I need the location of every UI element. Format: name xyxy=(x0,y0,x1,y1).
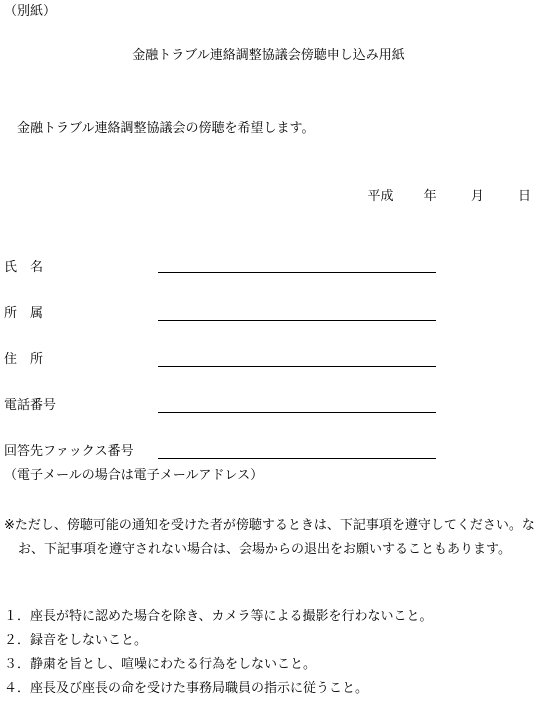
date-month: 月 xyxy=(470,189,484,204)
name-field[interactable] xyxy=(158,272,436,273)
rule-item: ４．座長及び座長の命を受けた事務局職員の指示に従うこと。 xyxy=(4,681,369,696)
fax-field[interactable] xyxy=(158,458,436,459)
attachment-label: （別紙） xyxy=(4,4,57,19)
request-statement: 金融トラブル連絡調整協議会の傍聴を希望します。 xyxy=(17,121,315,136)
rules-list xyxy=(4,605,432,701)
phone-field[interactable] xyxy=(158,412,436,413)
fax-email-note: （電子メールの場合は電子メールアドレス） xyxy=(4,468,264,483)
form-title: 金融トラブル連絡調整協議会傍聴申し込み用紙 xyxy=(132,48,405,63)
address-label: 住 所 xyxy=(4,352,44,367)
date-line xyxy=(368,189,531,205)
address-field[interactable] xyxy=(158,366,436,367)
phone-label: 電話番号 xyxy=(4,398,57,413)
name-label: 氏 名 xyxy=(4,260,44,275)
rule-item: ２．録音をしないこと。 xyxy=(4,633,148,648)
observation-note: ※ただし、傍聴可能の通知を受けた者が傍聴するときは、下記事項を遵守してください。なお、下記事項を遵守されない場合は、会場からの退出をお願いすることもあります。 xyxy=(4,518,535,557)
date-day: 日 xyxy=(517,189,531,204)
rule-item: ３．静粛を旨とし、喧噪にわたる行為をしないこと。 xyxy=(4,657,317,672)
rule-item: １．座長が特に認めた場合を除き、カメラ等による撮影を行わないこと。 xyxy=(4,609,433,624)
affiliation-label: 所 属 xyxy=(4,306,44,321)
date-year: 年 xyxy=(423,189,437,204)
date-era: 平成 xyxy=(367,189,394,204)
affiliation-field[interactable] xyxy=(158,320,436,321)
fax-label: 回答先ファックス番号 xyxy=(4,444,134,459)
